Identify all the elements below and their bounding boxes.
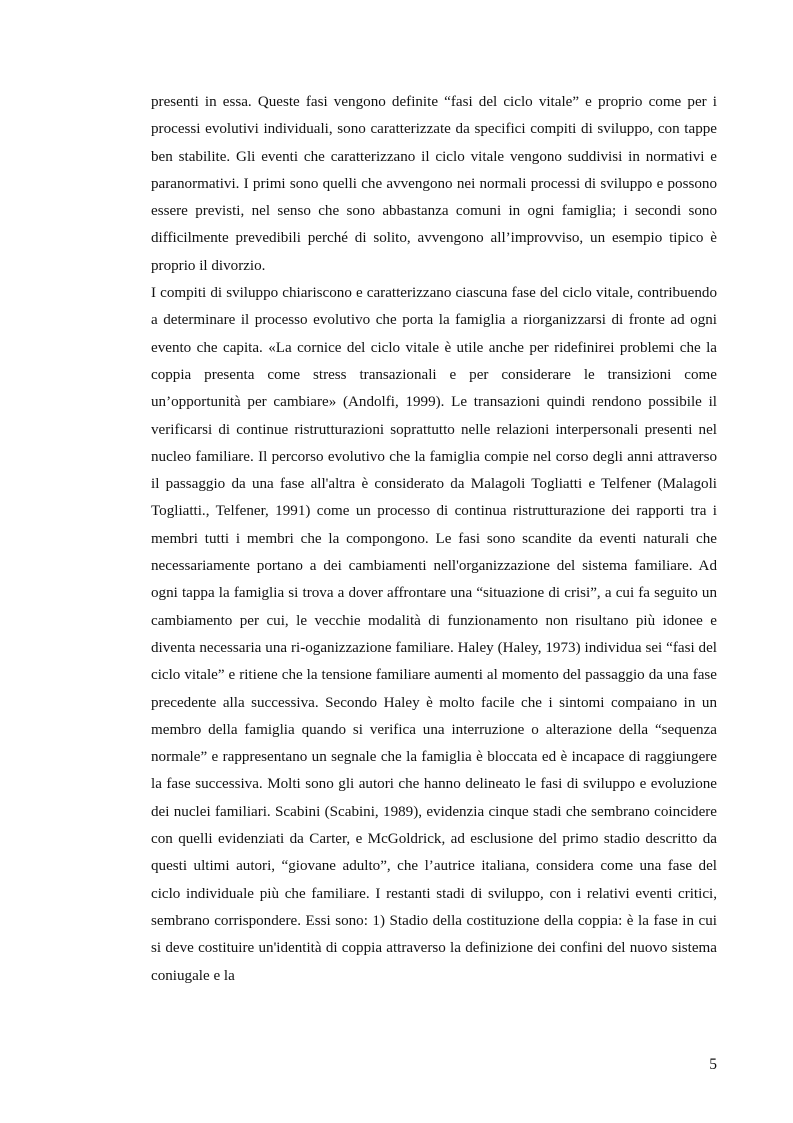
paragraph-2: I compiti di sviluppo chiariscono e caratterizzano ciascuna fase del ciclo vitale, contribuendo a determinare il processo evolutivo che porta la famiglia a riorganizzarsi di fronte ad ogni evento che capita. «La cornice del ciclo vitale è utile anche per ridefinirei problemi che la coppia presenta come stress transazionali e per considerare le transizioni come un’opportunità per cambiare» (Andolfi, 1999). Le transazioni quindi rendono possibile il verificarsi di continue ristrutturazioni soprattutto nelle relazioni interpersonali presenti nel nucleo familiare. Il percorso evolutivo che la famiglia compie nel corso degli anni attraverso il passaggio da una fase all'altra è considerato da Malagoli Togliatti e Telfener (Malagoli Togliatti., Telfener, 1991) come un processo di continua ristrutturazione dei rapporti tra i membri tutti i membri che la compongono. Le fasi sono scandite da eventi naturali che necessariamente portano a dei cambiamenti nell'organizzazione del sistema familiare. Ad ogni tappa la famiglia si trova a dover affrontare una “situazione di crisi”, a cui fa seguito un cambiamento per cui, le vecchie modalità di funzionamento non risultano più idonee e diventa necessaria una ri-oganizzazione familiare. Haley (Haley, 1973) individua sei “fasi del ciclo vitale” e ritiene che la tensione familiare aumenti al momento del passaggio da una fase precedente alla successiva. Secondo Haley è molto facile che i sintomi compaiano in un membro della famiglia quando si verifica una interruzione o alterazione della “sequenza normale” e rappresentano un segnale che la famiglia è bloccata ed è incapace di raggiungere la fase successiva. Molti sono gli autori che hanno delineato le fasi di sviluppo e evoluzione dei nuclei familiari. Scabini (Scabini, 1989), evidenzia cinque stadi che sembrano coincidere con quelli evidenziati da Carter, e McGoldrick, ad esclusione del primo stadio descritto da questi ultimi autori, “giovane adulto”, che l’autrice italiana, considera come una fase del ciclo individuale più che familiare. I restanti stadi di sviluppo, con i relativi eventi critici, sembrano corrispondere. Essi sono: 1) Stadio della costituzione della coppia: è la fase in cui si deve costituire un'identità di coppia attraverso la definizione dei confini del nuovo sistema coniugale e la [151,285,717,984]
body-text [151,89,717,990]
paragraph-1: presenti in essa. Queste fasi vengono definite “fasi del ciclo vitale” e proprio come per i processi evolutivi individuali, sono caratterizzate da specifici compiti di sviluppo, con tappe ben stabilite. Gli eventi che caratterizzano il ciclo vitale vengono suddivisi in normativi e paranormativi. I primi sono quelli che avvengono nei normali processi di sviluppo e possono essere previsti, nel senso che sono abbastanza comuni in ogni famiglia; i secondi sono difficilmente prevedibili perché di solito, avvengono all’improvviso, un esempio tipico è proprio il divorzio. [151,94,717,274]
page-number: 5 [709,1056,717,1073]
